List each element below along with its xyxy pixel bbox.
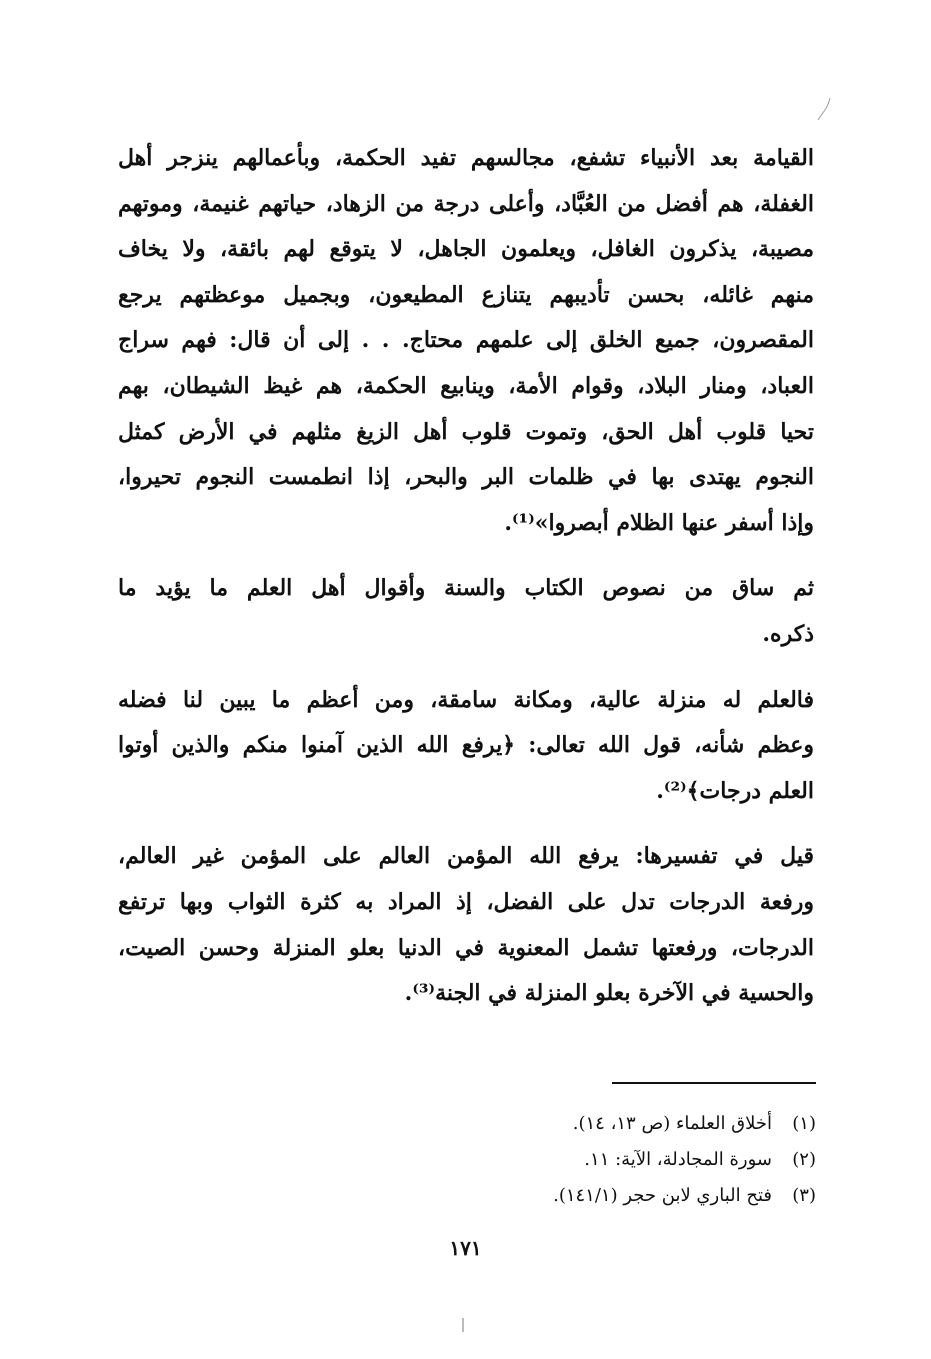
footnote-number: (١) <box>792 1113 816 1134</box>
text-line: ذكره. <box>762 620 814 647</box>
footnote-number: (٢) <box>792 1149 816 1170</box>
text-line: وعظم شأنه، قول الله تعالى: ﴿يرفع الله الذين آمنوا منكم والذين أوتوا <box>118 732 814 759</box>
text-line: فالعلم له منزلة عالية، ومكانة سامقة، ومن أعظم ما يبين لنا فضله <box>118 686 814 713</box>
text-line: العلم درجات﴾⁽²⁾. <box>656 777 814 804</box>
footnote-text: أخلاق العلماء (ص ١٣، ١٤). <box>572 1113 772 1134</box>
footnote-separator <box>612 1082 816 1084</box>
text-line: تحيا قلوب أهل الحق، وتموت قلوب أهل الزيغ مثلهم في الأرض كمثل <box>118 418 814 445</box>
paragraph <box>118 136 814 546</box>
text-line: قيل في تفسيرها: يرفع الله المؤمن العالم على المؤمن غير العالم، <box>118 843 814 870</box>
page-number: ١٧١ <box>449 1236 482 1260</box>
text-line: وإذا أسفر عنها الظلام أبصروا»⁽¹⁾. <box>504 509 814 536</box>
footnote-text: فتح الباري لابن حجر (١٤١/١). <box>553 1185 772 1206</box>
scan-mark-bottom <box>462 1318 464 1332</box>
text-line: الغفلة، هم أفضل من العُبَّاد، وأعلى درجة من الزهاد، حياتهم غنيمة، وموتهم <box>118 190 814 217</box>
paragraph <box>118 834 814 1016</box>
footnote <box>400 1106 816 1142</box>
footnote-number: (٣) <box>792 1185 816 1206</box>
text-line: ورفعة الدرجات تدل على الفضل، إذ المراد به كثرة الثواب وبها ترتفع <box>118 888 814 915</box>
text-line: الدرجات، ورفعتها تشمل المعنوية في الدنيا بعلو المنزلة وحسن الصيت، <box>118 934 814 961</box>
footnote-text: سورة المجادلة، الآية: ١١. <box>584 1149 772 1170</box>
text-line: القيامة بعد الأنبياء تشفع، مجالسهم تفيد الحكمة، وبأعمالهم ينزجر أهل <box>118 145 814 171</box>
text-line: المقصرون، جميع الخلق إلى علمهم محتاج. . . إلى أن قال: فهم سراج <box>118 327 814 354</box>
text-line: منهم غائله، بحسن تأديبهم يتنازع المطيعون، وبجميل موعظتهم يرجع <box>118 281 814 308</box>
footnotes <box>400 1106 816 1214</box>
text-line: النجوم يهتدى بها في ظلمات البر والبحر، إذا انطمست النجوم تحيروا، <box>118 464 814 491</box>
footnote <box>400 1142 816 1178</box>
text-line: مصيبة، يذكرون الغافل، ويعلمون الجاهل، لا يتوقع لهم بائقة، ولا يخاف <box>118 236 814 263</box>
paragraph <box>118 566 814 657</box>
text-line: العباد، ومنار البلاد، وقوام الأمة، وينابيع الحكمة، هم غيظ الشيطان، بهم <box>118 372 814 399</box>
text-line: ثم ساق من نصوص الكتاب والسنة وأقوال أهل العلم ما يؤيد ما <box>118 575 814 602</box>
paragraph <box>118 678 814 815</box>
scan-mark <box>816 96 836 124</box>
footnote <box>400 1178 816 1214</box>
main-text <box>118 136 814 1017</box>
text-line: والحسية في الآخرة بعلو المنزلة في الجنة⁽³⁾. <box>404 980 814 1007</box>
